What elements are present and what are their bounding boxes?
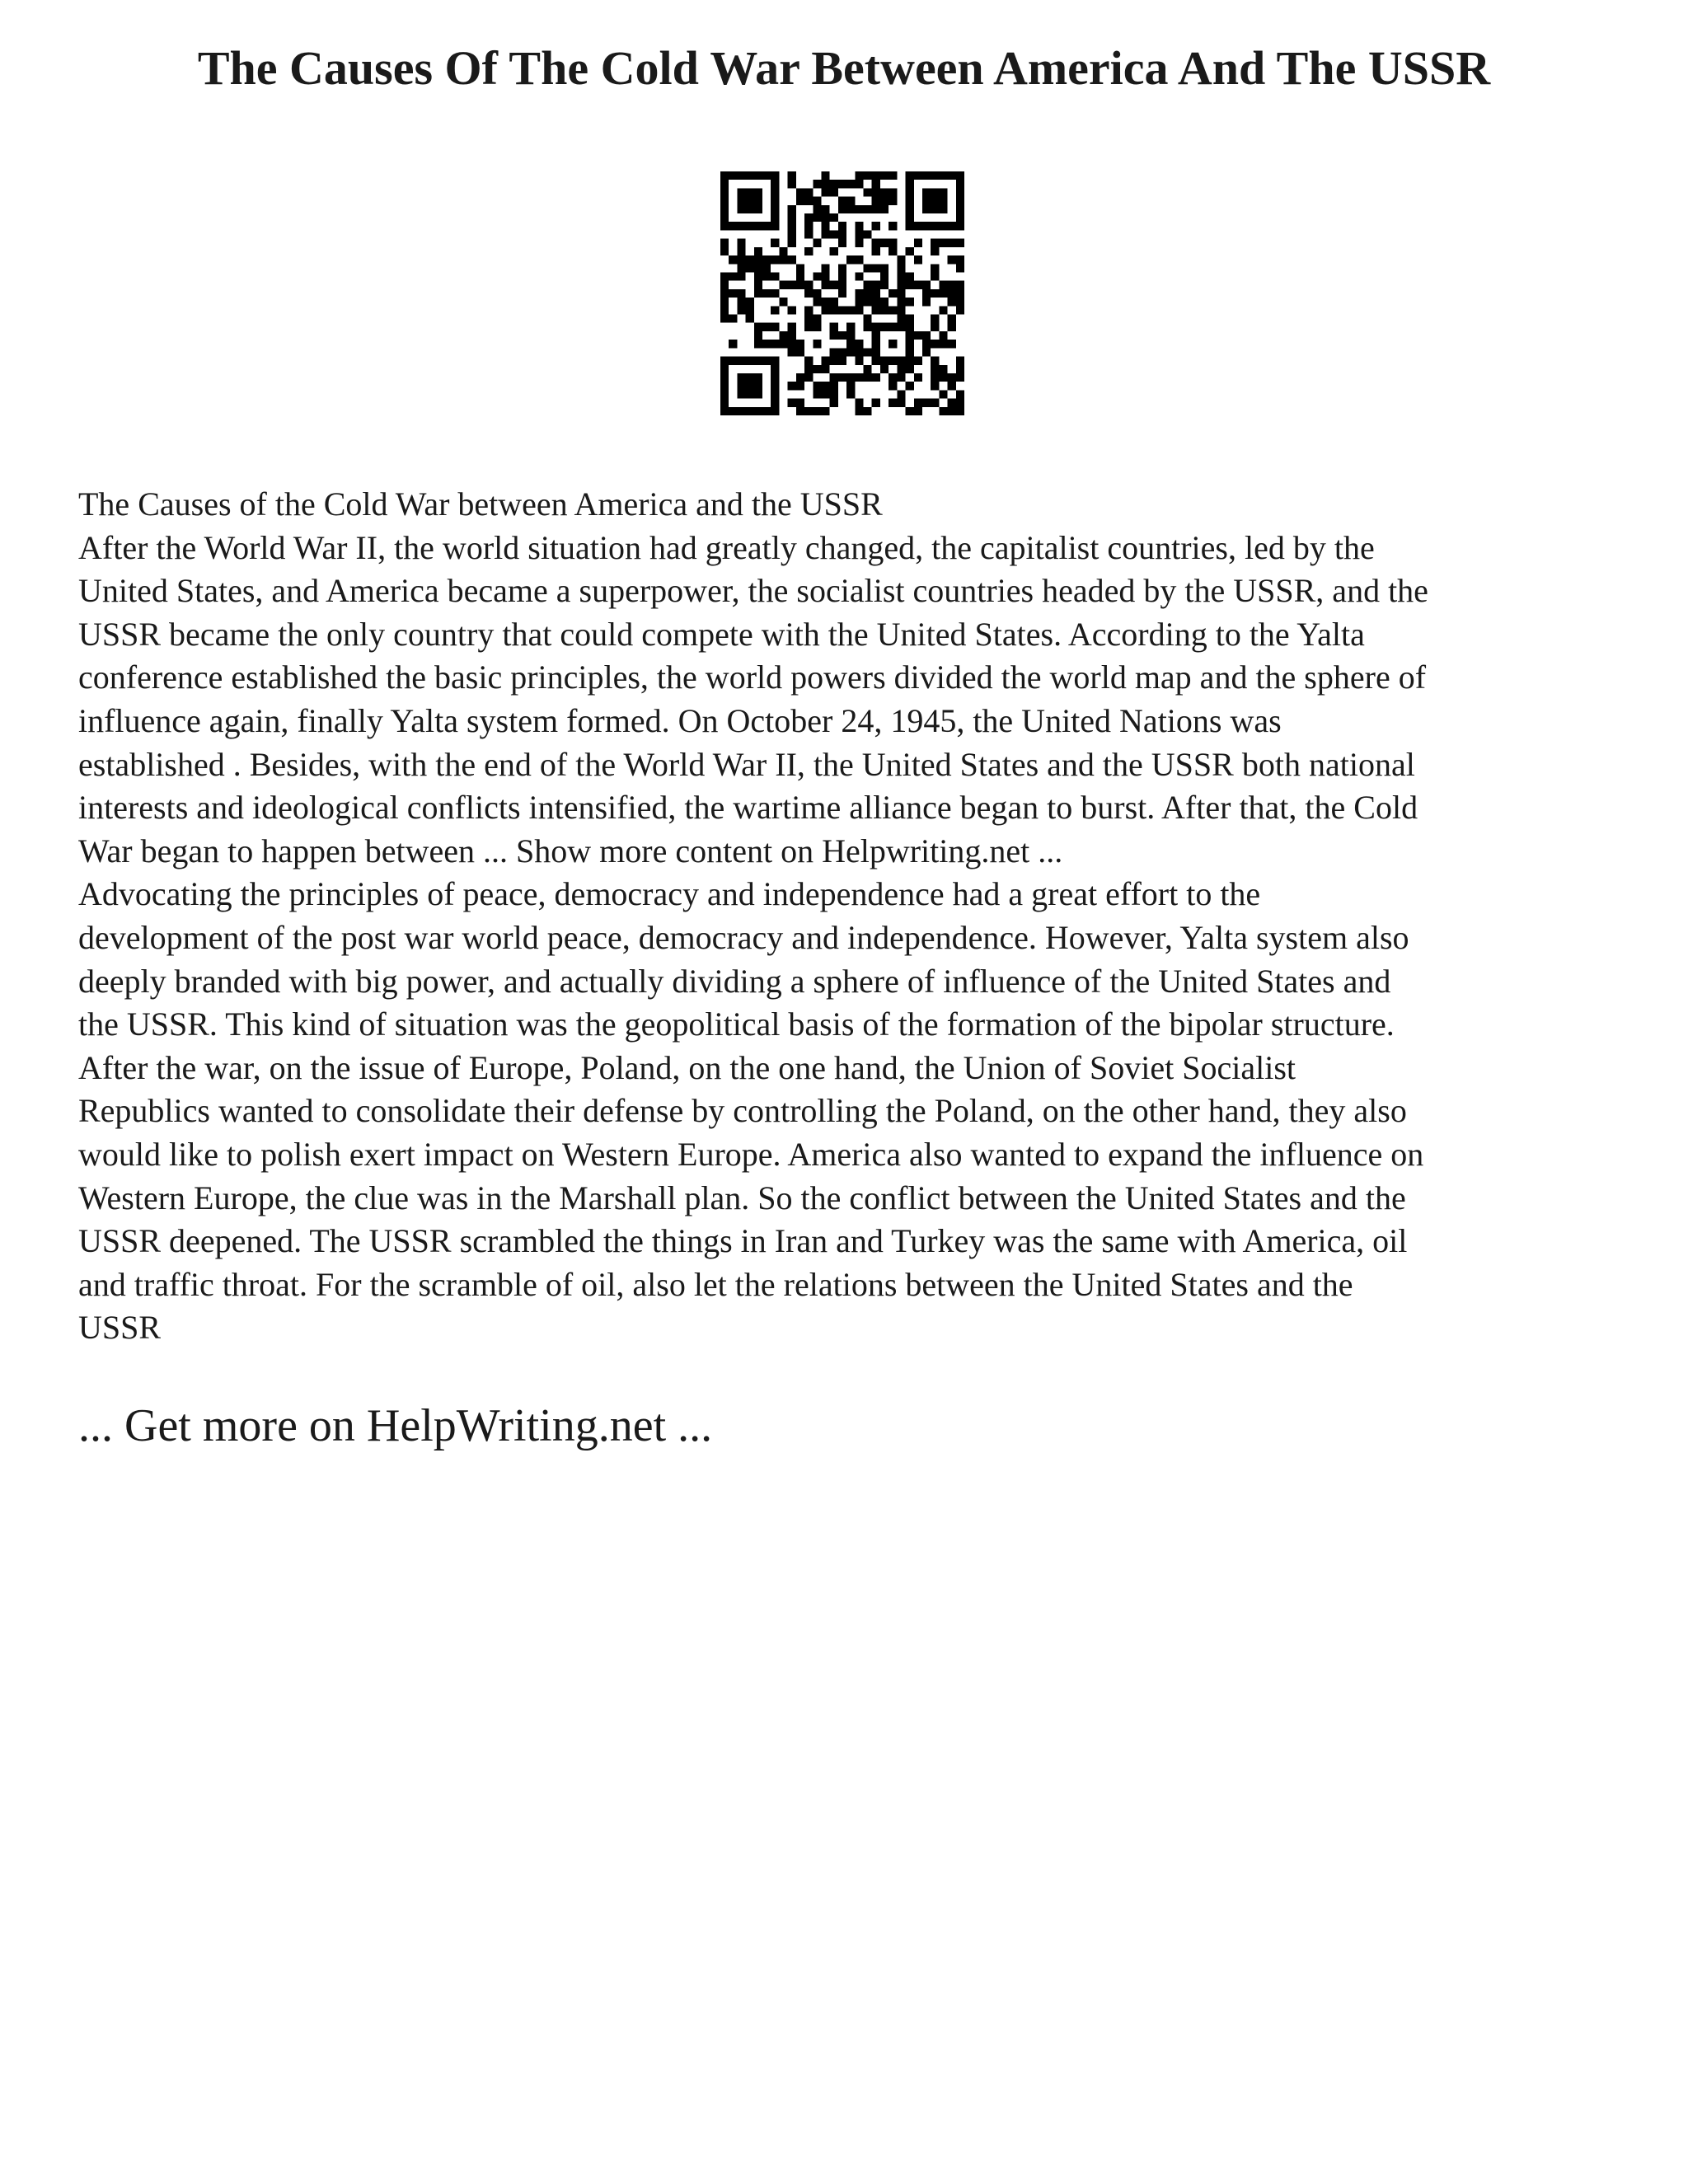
page-title: The Causes Of The Cold War Between America And The USSR: [197, 41, 1491, 95]
body-line: USSR became the only country that could compete with the United States. According to the Yalta: [78, 615, 1365, 653]
article-body: [78, 483, 1620, 1350]
body-line: established . Besides, with the end of the World War II, the United States and the USSR both national: [78, 745, 1415, 783]
body-line: development of the post war world peace, democracy and independence. However, Yalta system also: [78, 918, 1409, 956]
body-line: the USSR. This kind of situation was the geopolitical basis of the formation of the bipolar structure.: [78, 1005, 1395, 1043]
body-line: interests and ideological conflicts intensified, the wartime alliance began to burst. After that, the Cold: [78, 789, 1418, 827]
body-line: deeply branded with big power, and actually dividing a sphere of influence of the United States and: [78, 962, 1391, 1000]
body-line: After the World War II, the world situation had greatly changed, the capitalist countries, led by the: [78, 528, 1375, 566]
body-line: conference established the basic principles, the world powers divided the world map and the sphere of: [78, 658, 1427, 696]
body-line: Western Europe, the clue was in the Marshall plan. So the conflict between the United States and the: [78, 1179, 1406, 1216]
body-line: Republics wanted to consolidate their defense by controlling the Poland, on the other hand, they also: [78, 1092, 1407, 1130]
body-line: USSR: [78, 1309, 162, 1347]
body-line: War began to happen between ... Show more content on Helpwriting.net ...: [78, 832, 1063, 869]
body-line: influence again, finally Yalta system formed. On October 24, 1945, the United Nations was: [78, 701, 1282, 739]
body-line: After the war, on the issue of Europe, Poland, on the one hand, the Union of Soviet Socialist: [78, 1048, 1296, 1086]
body-line: would like to polish exert impact on Western Europe. America also wanted to expand the influence on: [78, 1135, 1424, 1173]
article-heading-line: The Causes of the Cold War between America and the USSR: [78, 485, 883, 523]
body-line: United States, and America became a superpower, the socialist countries headed by the USSR, and the: [78, 572, 1428, 610]
body-line: Advocating the principles of peace, democracy and independence had a great effort to the: [78, 875, 1261, 913]
qr-code-icon: [720, 171, 964, 415]
get-more-link[interactable]: ... Get more on HelpWriting.net ...: [78, 1400, 713, 1451]
body-line: USSR deepened. The USSR scrambled the things in Iran and Turkey was the same with America, oil: [78, 1222, 1408, 1260]
body-line: and traffic throat. For the scramble of oil, also let the relations between the United States and the: [78, 1265, 1353, 1303]
